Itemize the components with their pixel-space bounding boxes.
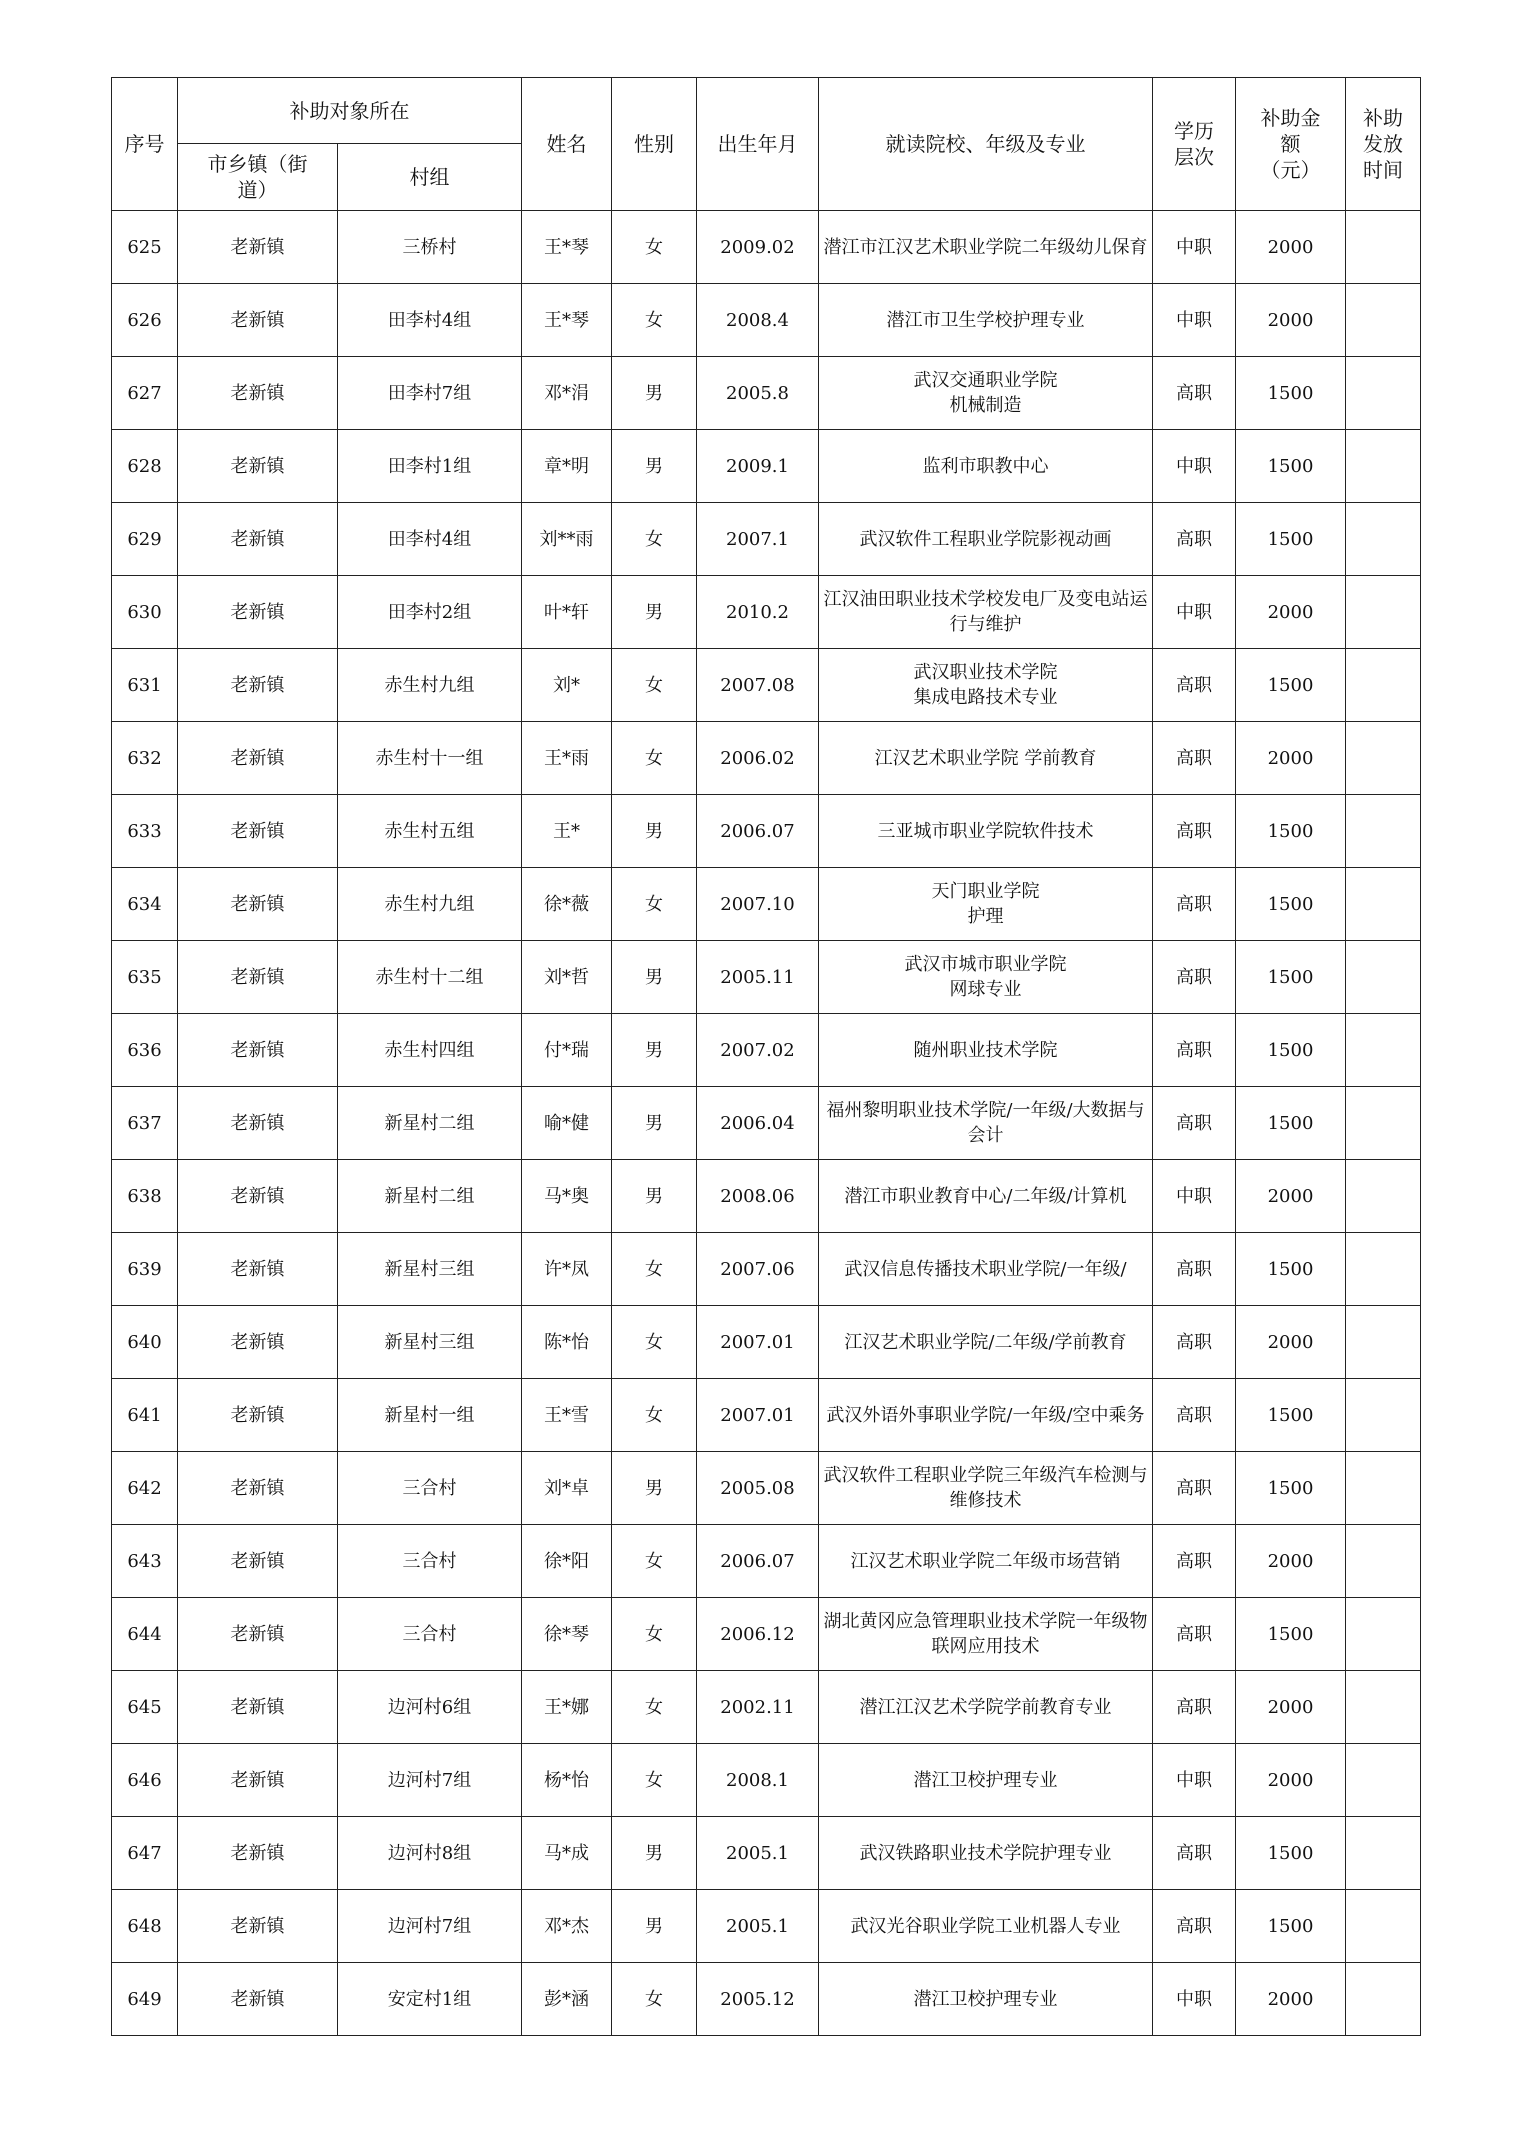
cell-index: 628 — [112, 430, 178, 503]
cell-date — [1346, 1014, 1421, 1087]
cell-amount: 1500 — [1236, 649, 1346, 722]
cell-index: 635 — [112, 941, 178, 1014]
cell-date — [1346, 941, 1421, 1014]
cell-village: 赤生村九组 — [338, 649, 522, 722]
cell-school: 武汉光谷职业学院工业机器人专业 — [819, 1890, 1153, 1963]
cell-level: 高职 — [1153, 795, 1236, 868]
cell-name: 付*瑞 — [522, 1014, 612, 1087]
cell-name: 徐*阳 — [522, 1525, 612, 1598]
cell-index: 632 — [112, 722, 178, 795]
cell-index: 648 — [112, 1890, 178, 1963]
cell-town: 老新镇 — [178, 503, 338, 576]
table-row — [112, 722, 1421, 795]
cell-school: 三亚城市职业学院软件技术 — [819, 795, 1153, 868]
cell-date — [1346, 430, 1421, 503]
cell-index: 636 — [112, 1014, 178, 1087]
cell-level: 中职 — [1153, 1963, 1236, 2036]
cell-index: 631 — [112, 649, 178, 722]
cell-level: 高职 — [1153, 1306, 1236, 1379]
table-row — [112, 1890, 1421, 1963]
cell-index: 630 — [112, 576, 178, 649]
cell-level: 中职 — [1153, 284, 1236, 357]
cell-school: 武汉市城市职业学院 网球专业 — [819, 941, 1153, 1014]
cell-gender: 女 — [612, 1671, 697, 1744]
cell-date — [1346, 576, 1421, 649]
cell-town: 老新镇 — [178, 795, 338, 868]
cell-name: 刘* — [522, 649, 612, 722]
cell-village: 赤生村五组 — [338, 795, 522, 868]
cell-amount: 1500 — [1236, 1379, 1346, 1452]
cell-level: 高职 — [1153, 941, 1236, 1014]
cell-gender: 男 — [612, 1160, 697, 1233]
cell-date — [1346, 1306, 1421, 1379]
table-row — [112, 941, 1421, 1014]
cell-name: 王* — [522, 795, 612, 868]
cell-birth: 2005.1 — [697, 1817, 819, 1890]
cell-village: 赤生村九组 — [338, 868, 522, 941]
cell-level: 高职 — [1153, 1233, 1236, 1306]
table-body — [112, 211, 1421, 2036]
cell-level: 高职 — [1153, 503, 1236, 576]
cell-date — [1346, 1233, 1421, 1306]
cell-birth: 2005.11 — [697, 941, 819, 1014]
cell-date — [1346, 1160, 1421, 1233]
cell-name: 马*成 — [522, 1817, 612, 1890]
cell-birth: 2007.02 — [697, 1014, 819, 1087]
cell-school: 武汉软件工程职业学院三年级汽车检测与维修技术 — [819, 1452, 1153, 1525]
cell-amount: 2000 — [1236, 576, 1346, 649]
cell-name: 邓*涓 — [522, 357, 612, 430]
cell-amount: 1500 — [1236, 1087, 1346, 1160]
table-row — [112, 1306, 1421, 1379]
cell-level: 中职 — [1153, 1744, 1236, 1817]
cell-village: 三桥村 — [338, 211, 522, 284]
cell-level: 中职 — [1153, 211, 1236, 284]
cell-birth: 2005.12 — [697, 1963, 819, 2036]
cell-level: 中职 — [1153, 1160, 1236, 1233]
header-town: 市乡镇（街道） — [178, 144, 338, 211]
cell-date — [1346, 1744, 1421, 1817]
cell-town: 老新镇 — [178, 941, 338, 1014]
table-row — [112, 795, 1421, 868]
table-row — [112, 1963, 1421, 2036]
cell-birth: 2007.10 — [697, 868, 819, 941]
cell-town: 老新镇 — [178, 1744, 338, 1817]
cell-amount: 1500 — [1236, 1452, 1346, 1525]
cell-birth: 2007.01 — [697, 1306, 819, 1379]
cell-town: 老新镇 — [178, 1890, 338, 1963]
cell-village: 安定村1组 — [338, 1963, 522, 2036]
cell-school: 江汉油田职业技术学校发电厂及变电站运行与维护 — [819, 576, 1153, 649]
cell-index: 639 — [112, 1233, 178, 1306]
subsidy-table — [111, 77, 1421, 2036]
header-index: 序号 — [112, 78, 178, 211]
cell-town: 老新镇 — [178, 722, 338, 795]
cell-town: 老新镇 — [178, 357, 338, 430]
cell-school: 江汉艺术职业学院/二年级/学前教育 — [819, 1306, 1153, 1379]
cell-date — [1346, 795, 1421, 868]
cell-village: 田李村1组 — [338, 430, 522, 503]
cell-village: 田李村4组 — [338, 284, 522, 357]
cell-town: 老新镇 — [178, 1817, 338, 1890]
cell-amount: 2000 — [1236, 1671, 1346, 1744]
cell-town: 老新镇 — [178, 284, 338, 357]
cell-town: 老新镇 — [178, 1598, 338, 1671]
cell-index: 627 — [112, 357, 178, 430]
cell-name: 王*娜 — [522, 1671, 612, 1744]
cell-school: 武汉职业技术学院 集成电路技术专业 — [819, 649, 1153, 722]
table-row — [112, 211, 1421, 284]
cell-town: 老新镇 — [178, 1671, 338, 1744]
cell-name: 刘*哲 — [522, 941, 612, 1014]
cell-date — [1346, 1890, 1421, 1963]
cell-date — [1346, 649, 1421, 722]
table-row — [112, 503, 1421, 576]
cell-amount: 1500 — [1236, 1817, 1346, 1890]
table-row — [112, 1379, 1421, 1452]
cell-gender: 女 — [612, 649, 697, 722]
cell-index: 644 — [112, 1598, 178, 1671]
table-row — [112, 430, 1421, 503]
cell-date — [1346, 1087, 1421, 1160]
cell-gender: 女 — [612, 868, 697, 941]
cell-name: 刘**雨 — [522, 503, 612, 576]
cell-gender: 女 — [612, 211, 697, 284]
cell-village: 赤生村四组 — [338, 1014, 522, 1087]
cell-village: 赤生村十一组 — [338, 722, 522, 795]
cell-town: 老新镇 — [178, 576, 338, 649]
cell-gender: 男 — [612, 1087, 697, 1160]
cell-village: 新星村三组 — [338, 1306, 522, 1379]
header-location-group: 补助对象所在 — [178, 78, 522, 144]
cell-gender: 女 — [612, 284, 697, 357]
cell-village: 新星村三组 — [338, 1233, 522, 1306]
cell-town: 老新镇 — [178, 430, 338, 503]
cell-name: 彭*涵 — [522, 1963, 612, 2036]
cell-index: 641 — [112, 1379, 178, 1452]
cell-name: 陈*怡 — [522, 1306, 612, 1379]
cell-level: 高职 — [1153, 722, 1236, 795]
header-name: 姓名 — [522, 78, 612, 211]
header-birth: 出生年月 — [697, 78, 819, 211]
cell-date — [1346, 1452, 1421, 1525]
cell-village: 边河村6组 — [338, 1671, 522, 1744]
cell-date — [1346, 357, 1421, 430]
cell-name: 叶*轩 — [522, 576, 612, 649]
cell-amount: 2000 — [1236, 1306, 1346, 1379]
cell-amount: 1500 — [1236, 1598, 1346, 1671]
cell-school: 监利市职教中心 — [819, 430, 1153, 503]
cell-gender: 男 — [612, 1014, 697, 1087]
cell-index: 642 — [112, 1452, 178, 1525]
cell-index: 634 — [112, 868, 178, 941]
cell-birth: 2005.08 — [697, 1452, 819, 1525]
cell-level: 高职 — [1153, 1014, 1236, 1087]
cell-amount: 2000 — [1236, 1963, 1346, 2036]
cell-village: 边河村7组 — [338, 1744, 522, 1817]
cell-name: 王*雨 — [522, 722, 612, 795]
cell-school: 潜江市江汉艺术职业学院二年级幼儿保育 — [819, 211, 1153, 284]
cell-gender: 女 — [612, 1598, 697, 1671]
cell-date — [1346, 211, 1421, 284]
cell-index: 646 — [112, 1744, 178, 1817]
cell-school: 潜江市卫生学校护理专业 — [819, 284, 1153, 357]
cell-gender: 女 — [612, 722, 697, 795]
cell-village: 赤生村十二组 — [338, 941, 522, 1014]
cell-village: 新星村二组 — [338, 1160, 522, 1233]
cell-birth: 2008.4 — [697, 284, 819, 357]
table-row — [112, 1014, 1421, 1087]
cell-amount: 2000 — [1236, 1744, 1346, 1817]
cell-date — [1346, 1817, 1421, 1890]
cell-town: 老新镇 — [178, 1963, 338, 2036]
table-row — [112, 1671, 1421, 1744]
cell-town: 老新镇 — [178, 1306, 338, 1379]
cell-school: 江汉艺术职业学院二年级市场营销 — [819, 1525, 1153, 1598]
cell-date — [1346, 1963, 1421, 2036]
cell-date — [1346, 503, 1421, 576]
table-row — [112, 1160, 1421, 1233]
cell-name: 王*琴 — [522, 211, 612, 284]
cell-amount: 1500 — [1236, 795, 1346, 868]
table-row — [112, 1087, 1421, 1160]
table-row — [112, 1744, 1421, 1817]
table-row — [112, 649, 1421, 722]
cell-village: 三合村 — [338, 1452, 522, 1525]
cell-amount: 2000 — [1236, 211, 1346, 284]
cell-birth: 2007.1 — [697, 503, 819, 576]
cell-village: 田李村7组 — [338, 357, 522, 430]
cell-name: 徐*薇 — [522, 868, 612, 941]
cell-town: 老新镇 — [178, 1379, 338, 1452]
cell-index: 637 — [112, 1087, 178, 1160]
cell-village: 三合村 — [338, 1598, 522, 1671]
cell-village: 三合村 — [338, 1525, 522, 1598]
cell-amount: 1500 — [1236, 868, 1346, 941]
cell-name: 喻*健 — [522, 1087, 612, 1160]
cell-town: 老新镇 — [178, 868, 338, 941]
table-row — [112, 357, 1421, 430]
table-row — [112, 576, 1421, 649]
cell-name: 王*雪 — [522, 1379, 612, 1452]
cell-amount: 1500 — [1236, 430, 1346, 503]
cell-village: 田李村2组 — [338, 576, 522, 649]
cell-index: 647 — [112, 1817, 178, 1890]
cell-town: 老新镇 — [178, 1525, 338, 1598]
cell-school: 潜江卫校护理专业 — [819, 1963, 1153, 2036]
cell-amount: 2000 — [1236, 1160, 1346, 1233]
cell-date — [1346, 1379, 1421, 1452]
table-row — [112, 1233, 1421, 1306]
header-amount: 补助金额（元） — [1236, 78, 1346, 211]
cell-birth: 2006.04 — [697, 1087, 819, 1160]
cell-index: 640 — [112, 1306, 178, 1379]
cell-town: 老新镇 — [178, 1452, 338, 1525]
cell-gender: 男 — [612, 1817, 697, 1890]
cell-level: 高职 — [1153, 1598, 1236, 1671]
cell-index: 649 — [112, 1963, 178, 2036]
cell-birth: 2007.08 — [697, 649, 819, 722]
cell-gender: 女 — [612, 1963, 697, 2036]
cell-level: 高职 — [1153, 1087, 1236, 1160]
table-row — [112, 868, 1421, 941]
cell-level: 高职 — [1153, 1452, 1236, 1525]
cell-index: 633 — [112, 795, 178, 868]
cell-school: 江汉艺术职业学院 学前教育 — [819, 722, 1153, 795]
cell-birth: 2009.02 — [697, 211, 819, 284]
cell-gender: 男 — [612, 1890, 697, 1963]
table-row — [112, 1817, 1421, 1890]
cell-amount: 1500 — [1236, 941, 1346, 1014]
cell-amount: 2000 — [1236, 1525, 1346, 1598]
cell-birth: 2005.8 — [697, 357, 819, 430]
cell-date — [1346, 868, 1421, 941]
cell-name: 章*明 — [522, 430, 612, 503]
cell-name: 刘*卓 — [522, 1452, 612, 1525]
cell-school: 潜江市职业教育中心/二年级/计算机 — [819, 1160, 1153, 1233]
cell-index: 626 — [112, 284, 178, 357]
cell-name: 王*琴 — [522, 284, 612, 357]
cell-name: 马*奥 — [522, 1160, 612, 1233]
cell-amount: 1500 — [1236, 1890, 1346, 1963]
cell-index: 629 — [112, 503, 178, 576]
header-village: 村组 — [338, 144, 522, 211]
cell-gender: 男 — [612, 357, 697, 430]
cell-town: 老新镇 — [178, 1160, 338, 1233]
cell-town: 老新镇 — [178, 211, 338, 284]
cell-gender: 女 — [612, 1233, 697, 1306]
cell-gender: 男 — [612, 795, 697, 868]
cell-level: 高职 — [1153, 868, 1236, 941]
cell-name: 邓*杰 — [522, 1890, 612, 1963]
cell-name: 徐*琴 — [522, 1598, 612, 1671]
cell-school: 潜江江汉艺术学院学前教育专业 — [819, 1671, 1153, 1744]
cell-town: 老新镇 — [178, 1087, 338, 1160]
cell-birth: 2006.12 — [697, 1598, 819, 1671]
cell-amount: 2000 — [1236, 284, 1346, 357]
cell-gender: 女 — [612, 1525, 697, 1598]
cell-name: 许*凤 — [522, 1233, 612, 1306]
cell-amount: 2000 — [1236, 722, 1346, 795]
cell-gender: 女 — [612, 1379, 697, 1452]
cell-gender: 男 — [612, 941, 697, 1014]
table-row — [112, 1525, 1421, 1598]
cell-level: 高职 — [1153, 1817, 1236, 1890]
cell-date — [1346, 1525, 1421, 1598]
cell-birth: 2008.06 — [697, 1160, 819, 1233]
cell-gender: 男 — [612, 576, 697, 649]
cell-level: 高职 — [1153, 1671, 1236, 1744]
cell-amount: 1500 — [1236, 1014, 1346, 1087]
cell-name: 杨*怡 — [522, 1744, 612, 1817]
cell-birth: 2006.02 — [697, 722, 819, 795]
cell-birth: 2009.1 — [697, 430, 819, 503]
cell-school: 武汉外语外事职业学院/一年级/空中乘务 — [819, 1379, 1153, 1452]
cell-birth: 2006.07 — [697, 1525, 819, 1598]
cell-date — [1346, 1671, 1421, 1744]
cell-school: 随州职业技术学院 — [819, 1014, 1153, 1087]
cell-level: 高职 — [1153, 649, 1236, 722]
cell-village: 新星村一组 — [338, 1379, 522, 1452]
cell-birth: 2005.1 — [697, 1890, 819, 1963]
cell-gender: 女 — [612, 503, 697, 576]
cell-birth: 2007.06 — [697, 1233, 819, 1306]
cell-school: 湖北黄冈应急管理职业技术学院一年级物联网应用技术 — [819, 1598, 1153, 1671]
cell-date — [1346, 1598, 1421, 1671]
cell-village: 田李村4组 — [338, 503, 522, 576]
cell-index: 643 — [112, 1525, 178, 1598]
header-date: 补助发放时间 — [1346, 78, 1421, 211]
cell-school: 武汉铁路职业技术学院护理专业 — [819, 1817, 1153, 1890]
cell-school: 福州黎明职业技术学院/一年级/大数据与会计 — [819, 1087, 1153, 1160]
cell-town: 老新镇 — [178, 1233, 338, 1306]
cell-town: 老新镇 — [178, 1014, 338, 1087]
cell-index: 625 — [112, 211, 178, 284]
cell-school: 武汉信息传播技术职业学院/一年级/ — [819, 1233, 1153, 1306]
cell-gender: 男 — [612, 1452, 697, 1525]
header-school: 就读院校、年级及专业 — [819, 78, 1153, 211]
cell-index: 638 — [112, 1160, 178, 1233]
cell-gender: 女 — [612, 1744, 697, 1817]
cell-school: 潜江卫校护理专业 — [819, 1744, 1153, 1817]
cell-date — [1346, 284, 1421, 357]
cell-school: 武汉交通职业学院 机械制造 — [819, 357, 1153, 430]
cell-level: 高职 — [1153, 1525, 1236, 1598]
cell-town: 老新镇 — [178, 649, 338, 722]
cell-birth: 2002.11 — [697, 1671, 819, 1744]
cell-village: 边河村7组 — [338, 1890, 522, 1963]
header-gender: 性别 — [612, 78, 697, 211]
cell-amount: 1500 — [1236, 503, 1346, 576]
cell-date — [1346, 722, 1421, 795]
cell-index: 645 — [112, 1671, 178, 1744]
table-row — [112, 284, 1421, 357]
cell-birth: 2008.1 — [697, 1744, 819, 1817]
cell-birth: 2006.07 — [697, 795, 819, 868]
cell-amount: 1500 — [1236, 357, 1346, 430]
cell-level: 高职 — [1153, 1890, 1236, 1963]
cell-gender: 女 — [612, 1306, 697, 1379]
cell-level: 高职 — [1153, 1379, 1236, 1452]
cell-level: 中职 — [1153, 430, 1236, 503]
cell-birth: 2007.01 — [697, 1379, 819, 1452]
cell-gender: 男 — [612, 430, 697, 503]
cell-level: 高职 — [1153, 357, 1236, 430]
header-level: 学历层次 — [1153, 78, 1236, 211]
cell-village: 新星村二组 — [338, 1087, 522, 1160]
table-row — [112, 1598, 1421, 1671]
cell-school: 武汉软件工程职业学院影视动画 — [819, 503, 1153, 576]
cell-level: 中职 — [1153, 576, 1236, 649]
cell-school: 天门职业学院 护理 — [819, 868, 1153, 941]
cell-amount: 1500 — [1236, 1233, 1346, 1306]
cell-birth: 2010.2 — [697, 576, 819, 649]
table-row — [112, 1452, 1421, 1525]
cell-village: 边河村8组 — [338, 1817, 522, 1890]
